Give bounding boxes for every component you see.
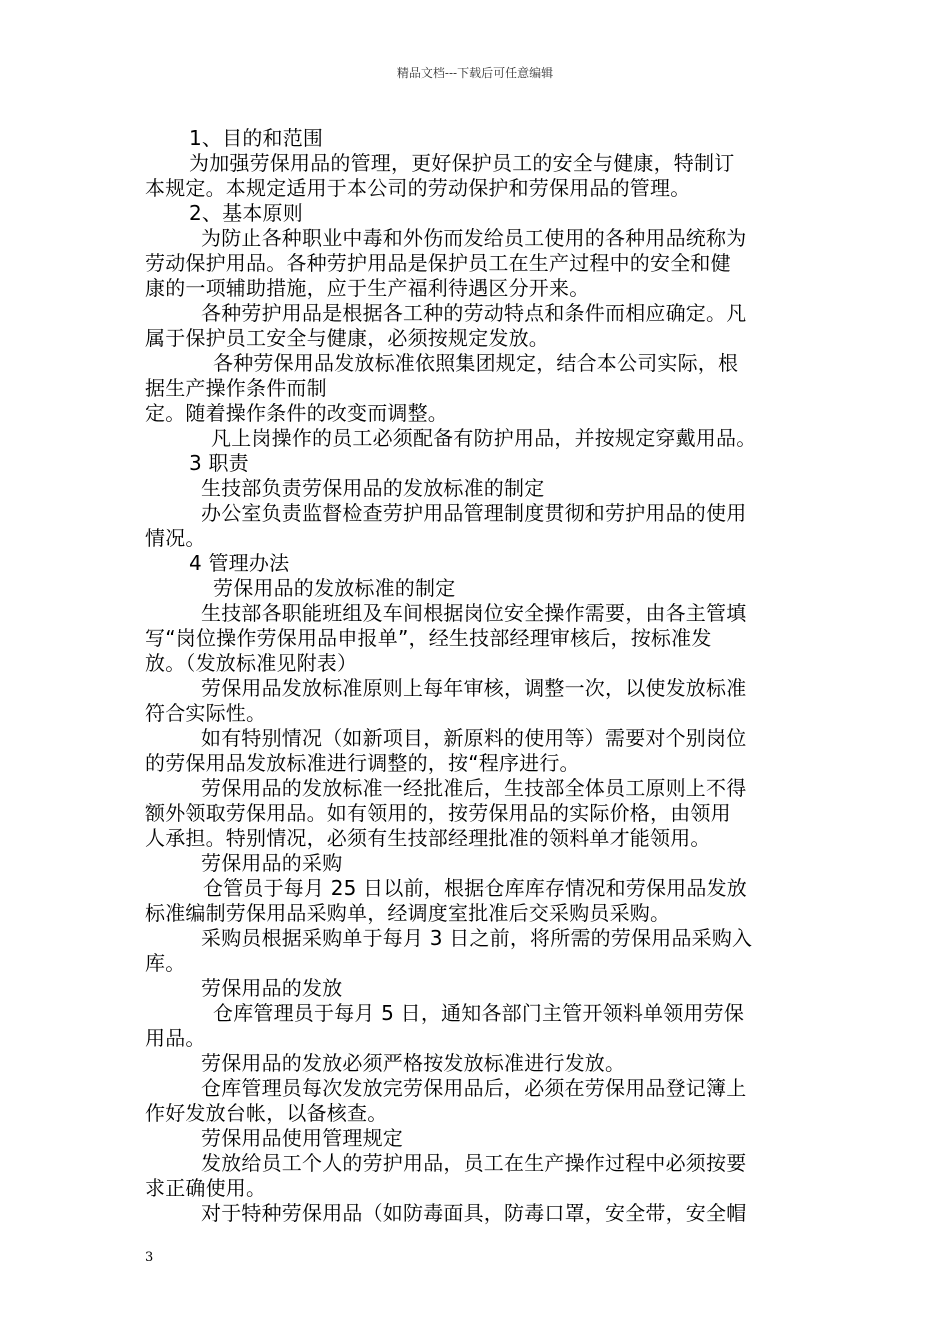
text-line: 1、目的和范围 — [189, 126, 324, 150]
text-line: 生技部各职能班组及车间根据岗位安全操作需要，由各主管填 — [201, 601, 747, 625]
text-line: 标准编制劳保用品采购单，经调度室批准后交采购员采购。 — [145, 901, 671, 925]
text-line: 劳保用品的发放 — [201, 976, 343, 1000]
text-line: 据生产操作条件而制 — [145, 376, 327, 400]
text-line: 的劳保用品发放标准进行调整的，按“程序进行。 — [145, 751, 580, 775]
page-header: 精品文档---下载后可任意编辑 — [396, 66, 554, 80]
text-line: 定。随着操作条件的改变而调整。 — [145, 401, 448, 425]
text-line: 2、基本原则 — [189, 201, 303, 225]
text-line: 为加强劳保用品的管理，更好保护员工的安全与健康，特制订 — [189, 151, 735, 175]
text-line: 劳动保护用品。各种劳护用品是保护员工在生产过程中的安全和健 — [145, 251, 731, 275]
text-line: 放。（发放标准见附表） — [145, 651, 358, 675]
document-body — [145, 126, 810, 1226]
text-line: 人承担。特别情况，必须有生技部经理批准的领料单才能领用。 — [145, 826, 711, 850]
text-line: 情况。 — [145, 526, 206, 550]
text-line: 发放给员工个人的劳护用品，员工在生产操作过程中必须按要 — [201, 1151, 747, 1175]
text-line: 作好发放台帐，以备核查。 — [145, 1101, 388, 1125]
text-line: 劳保用品的发放标准的制定 — [213, 576, 456, 600]
text-line: 劳保用品使用管理规定 — [201, 1126, 403, 1150]
text-line: 凡上岗操作的员工必须配备有防护用品，并按规定穿戴用品。 — [211, 426, 757, 450]
text-line: 属于保护员工安全与健康，必须按规定发放。 — [145, 326, 549, 350]
text-line: 采购员根据采购单于每月 3 日之前，将所需的劳保用品采购入 — [201, 926, 753, 950]
text-line: 仓管员于每月 25 日以前，根据仓库库存情况和劳保用品发放 — [203, 876, 747, 900]
text-line: 劳保用品发放标准原则上每年审核，调整一次，以使发放标准 — [201, 676, 747, 700]
text-line: 求正确使用。 — [145, 1176, 267, 1200]
text-line: 办公室负责监督检查劳护用品管理制度贯彻和劳护用品的使用 — [201, 501, 747, 525]
text-line: 康的一项辅助措施，应于生产福利待遇区分开来。 — [145, 276, 590, 300]
text-line: 劳保用品的发放标准一经批准后，生技部全体员工原则上不得 — [201, 776, 747, 800]
text-line: 劳保用品的发放必须严格按发放标准进行发放。 — [201, 1051, 626, 1075]
text-line: 对于特种劳保用品（如防毒面具，防毒口罩，安全带，安全帽 — [201, 1201, 747, 1225]
text-line: 仓库管理员于每月 5 日，通知各部门主管开领料单领用劳保 — [213, 1001, 745, 1025]
page-number: 3 — [145, 1250, 154, 1265]
text-line: 库。 — [145, 951, 186, 975]
text-line: 写“岗位操作劳保用品申报单”，经生技部经理审核后，按标准发 — [145, 626, 712, 650]
text-line: 额外领取劳保用品。如有领用的，按劳保用品的实际价格，由领用 — [145, 801, 731, 825]
text-line: 为防止各种职业中毒和外伤而发给员工使用的各种用品统称为 — [201, 226, 747, 250]
text-line: 生技部负责劳保用品的发放标准的制定 — [201, 476, 545, 500]
text-line: 本规定。本规定适用于本公司的劳动保护和劳保用品的管理。 — [145, 176, 691, 200]
text-line: 4 管理办法 — [189, 551, 290, 575]
text-line: 仓库管理员每次发放完劳保用品后，必须在劳保用品登记簿上 — [201, 1076, 747, 1100]
text-line: 3 职责 — [189, 451, 249, 475]
text-line: 劳保用品的采购 — [201, 851, 343, 875]
text-line: 各种劳护用品是根据各工种的劳动特点和条件而相应确定。凡 — [201, 301, 747, 325]
text-line: 如有特别情况（如新项目，新原料的使用等）需要对个别岗位 — [201, 726, 747, 750]
text-line: 符合实际性。 — [145, 701, 267, 725]
text-line: 各种劳保用品发放标准依照集团规定，结合本公司实际，根 — [213, 351, 739, 375]
text-line: 用品。 — [145, 1026, 206, 1050]
